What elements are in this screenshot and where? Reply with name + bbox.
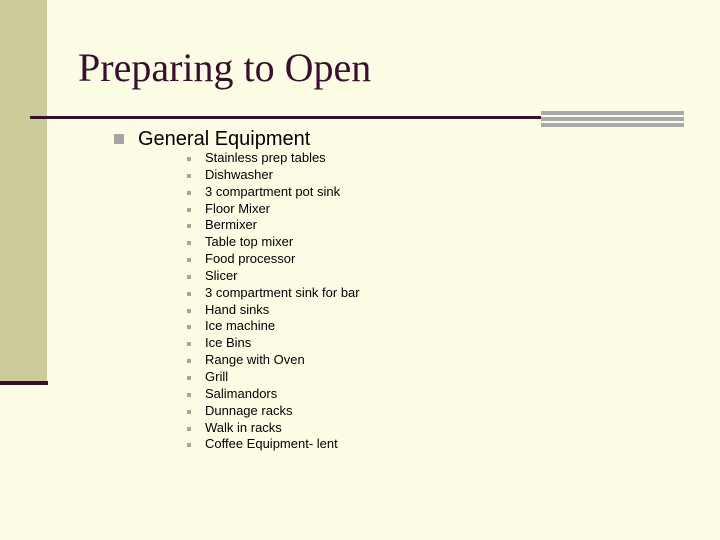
accent-stripe [541,123,684,127]
small-square-bullet-icon [187,376,191,380]
title-divider [30,116,541,119]
small-square-bullet-icon [187,275,191,279]
side-decoration-bar [0,0,47,381]
section-heading: General Equipment [138,128,311,150]
list-item-label: Bermixer [205,217,258,233]
small-square-bullet-icon [187,191,191,195]
list-item-label: Floor Mixer [205,200,271,216]
small-square-bullet-icon [187,174,191,178]
small-square-bullet-icon [187,258,191,262]
small-square-bullet-icon [187,208,191,212]
small-square-bullet-icon [187,410,191,414]
list-item [186,234,360,251]
small-square-bullet-icon [187,427,191,431]
list-item-label: Food processor [205,251,296,267]
small-square-bullet-icon [187,393,191,397]
list-item [186,436,360,453]
list-item [186,251,360,268]
list-item-label: Ice Bins [205,335,252,351]
list-item-label: Dishwasher [205,166,273,182]
list-item [186,285,360,302]
small-square-bullet-icon [187,359,191,363]
square-bullet-icon [114,134,124,144]
list-item [186,369,360,386]
list-item [186,420,360,437]
list-item-label: Grill [205,368,229,384]
list-item [186,335,360,352]
small-square-bullet-icon [187,443,191,447]
list-item [186,217,360,234]
side-bar-underline [0,381,48,385]
list-item [186,403,360,420]
list-item-label: Range with Oven [205,352,305,368]
list-item-label: Stainless prep tables [205,150,326,165]
list-item-label: Coffee Equipment- lent [205,436,338,452]
list-item-label: 3 compartment sink for bar [205,284,360,300]
small-square-bullet-icon [187,224,191,228]
slide-title: Preparing to Open [78,45,372,90]
small-square-bullet-icon [187,292,191,296]
list-item-label: 3 compartment pot sink [205,183,341,199]
list-item [186,352,360,369]
list-item [186,150,360,167]
list-item-label: Hand sinks [205,301,270,317]
small-square-bullet-icon [187,157,191,161]
small-square-bullet-icon [187,309,191,313]
list-item [186,184,360,201]
list-item-label: Salimandors [205,385,278,401]
list-item [186,167,360,184]
small-square-bullet-icon [187,342,191,346]
list-item-label: Dunnage racks [205,402,293,418]
equipment-list [186,150,360,453]
list-item [186,302,360,319]
title-divider-accent [541,111,684,127]
small-square-bullet-icon [187,325,191,329]
list-item [186,268,360,285]
list-item-label: Table top mixer [205,234,294,250]
list-item-label: Slicer [205,267,238,283]
accent-stripe [541,111,684,115]
list-item [186,386,360,403]
accent-stripe [541,117,684,121]
list-item-label: Walk in racks [205,419,282,435]
list-item-label: Ice machine [205,318,276,334]
list-item [186,318,360,335]
small-square-bullet-icon [187,241,191,245]
list-item [186,201,360,218]
